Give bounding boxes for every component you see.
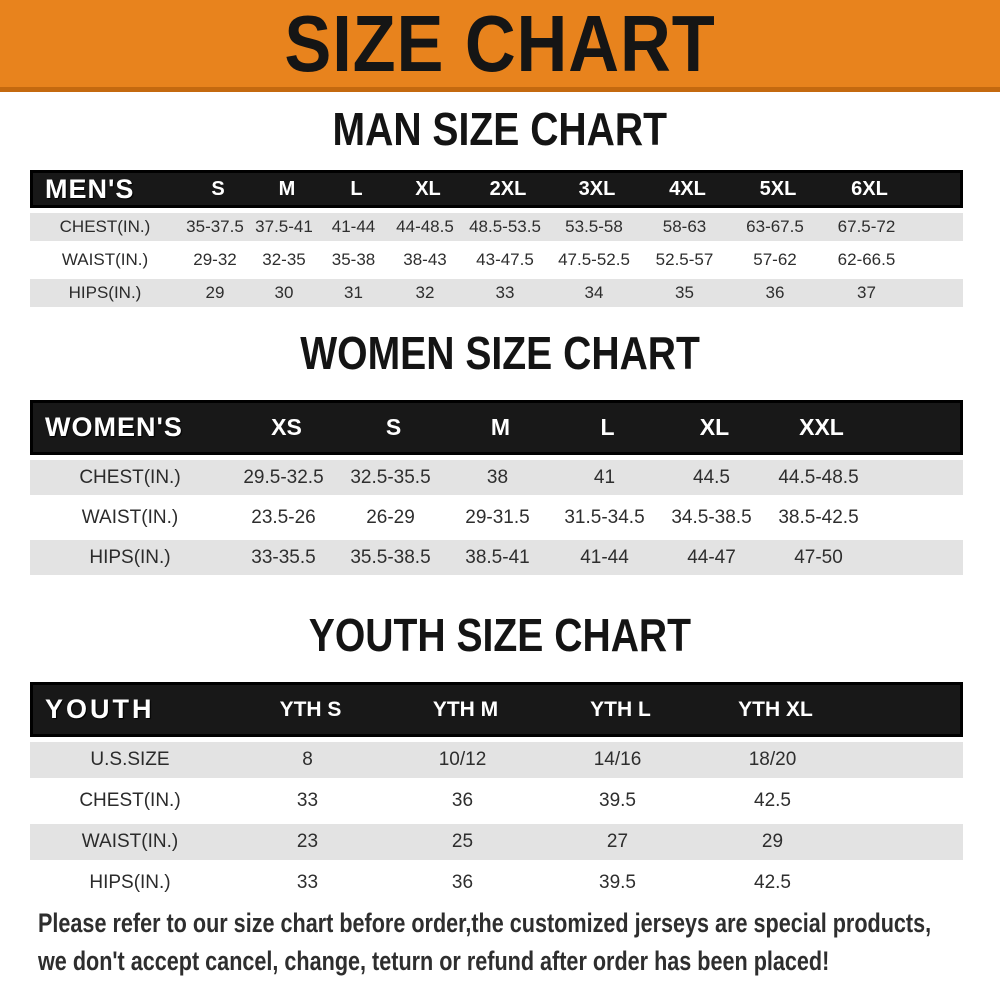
table-row [30,742,963,778]
cell-value: 36 [451,872,474,893]
cell-value: 44.5 [693,466,730,488]
cell-value: 34 [584,283,604,302]
cell-value: 63-67.5 [746,217,804,236]
cell-value: 38.5-42.5 [778,506,859,528]
cell-value: 31 [344,283,363,302]
cell-value: 23.5-26 [251,506,316,528]
cell-value: 25 [451,831,474,852]
cell-value: 35 [675,283,694,302]
cell-value: 38.5-41 [465,546,530,568]
cell-value: 62-66.5 [837,250,896,269]
cell-value: 33 [296,790,319,811]
cell-value: 33 [495,283,515,302]
column-header: YTH L [590,697,651,721]
table-row [30,246,963,274]
cell-value: 35-38 [331,250,376,269]
cell-value: 37.5-41 [255,217,313,236]
cell-value: 30 [274,283,294,302]
cell-value: 44-47 [687,546,736,568]
cell-value: 39.5 [599,790,636,811]
cell-value: 29 [205,283,225,302]
table-header-label: WOMEN'S [45,412,183,442]
order-note [38,904,998,980]
row-label: WAIST(IN.) [81,506,179,528]
cell-value: 53.5-58 [565,217,623,236]
cell-value: 29-31.5 [465,506,530,528]
cell-value: 47-50 [794,546,843,568]
order-note-line-1: Please refer to our size chart before order,the customized jerseys are special products, [38,908,932,938]
cell-value: 41-44 [580,546,629,568]
cell-value: 33-35.5 [251,546,316,568]
cell-value: 52.5-57 [655,250,714,269]
table-row [30,824,963,860]
cell-value: 39.5 [599,872,636,893]
column-header: XS [271,414,302,440]
womens-size-table [30,400,963,575]
cell-value: 10/12 [438,749,487,770]
table-header-label: YOUTH [45,694,155,724]
column-header: YTH M [432,697,499,721]
cell-value: 37 [857,283,876,302]
table-row [30,213,963,241]
youth-table-header-row [30,682,963,737]
column-header: S [211,177,225,200]
size-chart-banner [0,0,1000,92]
cell-value: 41-44 [331,217,376,236]
cell-value: 35.5-38.5 [350,546,431,568]
row-label: CHEST(IN.) [59,217,151,236]
column-header: 3XL [578,177,616,200]
column-header: XL [699,414,730,440]
cell-value: 27 [606,831,629,852]
column-header: 4XL [669,177,706,200]
cell-value: 58-63 [662,217,707,236]
order-note-line-2: we don't accept cancel, change, teturn or refund after order has been placed! [38,946,830,976]
cell-value: 29-32 [193,250,237,269]
column-header: S [385,414,402,440]
table-row [30,279,963,307]
table-row [30,540,963,575]
column-header: XL [415,177,441,200]
cell-value: 44-48.5 [396,217,454,236]
row-label: WAIST(IN.) [61,250,149,269]
cell-value: 14/16 [593,749,642,770]
row-label: WAIST(IN.) [81,831,179,852]
cell-value: 23 [296,831,319,852]
youth-size-table [30,682,963,901]
cell-value: 67.5-72 [837,217,896,236]
cell-value: 42.5 [754,790,791,811]
women-section-heading [0,327,1000,379]
table-row [30,500,963,535]
cell-value: 42.5 [754,872,791,893]
mens-table-header-row [30,170,963,208]
column-header: 6XL [851,177,888,200]
cell-value: 32 [415,283,435,302]
man-section-heading [0,103,1000,155]
column-header: 5XL [759,177,797,200]
table-row [30,783,963,819]
cell-value: 33 [296,872,319,893]
youth-section-heading [0,609,1000,661]
row-label: HIPS(IN.) [89,872,171,893]
cell-value: 18/20 [748,749,797,770]
cell-value: 44.5-48.5 [778,466,859,488]
banner-title: SIZE CHART [284,0,716,88]
man-section-heading-text: MAN SIZE CHART [332,103,668,155]
column-header: L [600,414,615,440]
womens-table-header-row [30,400,963,455]
column-header: YTH XL [738,697,813,721]
cell-value: 34.5-38.5 [671,506,752,528]
cell-value: 32.5-35.5 [350,466,431,488]
row-label: HIPS(IN.) [68,283,142,302]
cell-value: 26-29 [366,506,415,528]
column-header: 2XL [489,177,527,200]
cell-value: 8 [302,749,313,770]
cell-value: 35-37.5 [186,217,244,236]
cell-value: 36 [451,790,474,811]
cell-value: 32-35 [262,250,306,269]
table-header-label: MEN'S [45,173,135,204]
cell-value: 31.5-34.5 [564,506,645,528]
cell-value: 48.5-53.5 [469,217,541,236]
women-section-heading-text: WOMEN SIZE CHART [300,327,700,379]
column-header: L [350,177,363,200]
cell-value: 29 [761,831,784,852]
column-header: YTH S [279,697,342,721]
cell-value: 38-43 [403,250,447,269]
column-header: M [490,414,511,440]
row-label: HIPS(IN.) [89,546,171,568]
cell-value: 36 [765,283,785,302]
column-header: XXL [799,414,844,440]
cell-value: 57-62 [753,250,797,269]
youth-section-heading-text: YOUTH SIZE CHART [308,609,692,661]
row-label: CHEST(IN.) [79,790,181,811]
cell-value: 47.5-52.5 [558,250,630,269]
cell-value: 41 [593,466,616,488]
mens-size-table [30,170,963,307]
cell-value: 38 [486,466,509,488]
column-header: M [278,177,296,200]
row-label: CHEST(IN.) [79,466,181,488]
table-row [30,460,963,495]
table-row [30,865,963,901]
row-label: U.S.SIZE [90,749,170,770]
cell-value: 29.5-32.5 [243,466,324,488]
cell-value: 43-47.5 [476,250,534,269]
